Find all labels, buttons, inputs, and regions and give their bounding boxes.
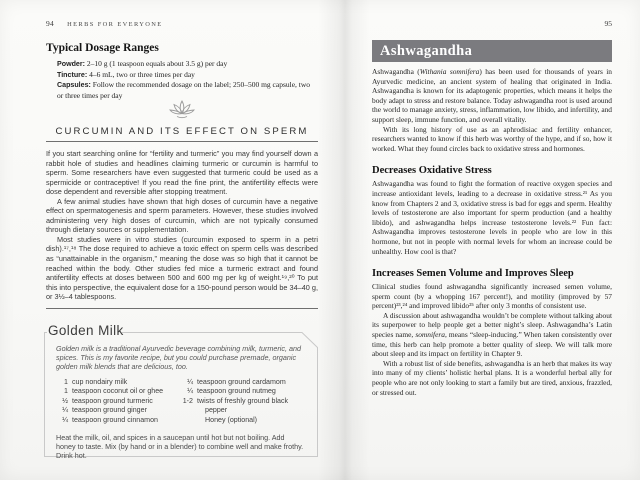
ingredient-name: twists of freshly ground black pepper [197, 396, 289, 415]
dosage-item-capsules [57, 80, 313, 100]
recipe-instructions: Heat the milk, oil, and spices in a saucepan until hot but not boiling. Add honey to taste. Mix (by hand or in a blender) to combine well and make frothy. Drink hot. [56, 432, 304, 460]
chapter-title-banner [372, 40, 612, 62]
ingredient-row [56, 387, 181, 397]
ingredient-row [181, 378, 306, 388]
dosage-item-powder [57, 59, 313, 70]
intro-paragraph: With its long history of use as an aphrodisiac and fertility enhancer, researchers wanted to know if this herb was worthy of the hype, and if so, how it worked. What they found circles back to oxidative stress and hormones. [372, 124, 612, 153]
dosage-text: 2–10 g (1 teaspoon equals about 3.5 g) per day [84, 59, 228, 68]
intro-text: ) has been used for thousands of years in Ayurvedic medicine, an ancient system of healing that originated in India. Ashwagandha is known for its adaptogenic properties, which means it helps the body adapt to stress and restore balance. Today ashwagandha root is used around the world to manage anxiety, stress, inflammation, low libido, and infertility, and support sleep, immune function, and overall vitality. [372, 67, 612, 124]
section-paragraph: With a robust list of side benefits, ashwagandha is an herb that makes its way into many of my clients’ holistic herbal plans. It is a wonderful herbal ally for people who are not only looking to start a family but are tired, anxious, frazzled, or stressed out. [372, 358, 612, 397]
chapter-body [372, 67, 612, 397]
section-paragraph: Clinical studies found ashwagandha significantly increased semen volume, sperm count (by a whopping 167 percent!), and motility (improved by 57 percent)²³,²⁴ and improved libido²⁵ after only 3 months of consistent use. [372, 282, 612, 311]
page-number-right: 95 [604, 19, 612, 28]
ingredient-name: teaspoon ground ginger [72, 406, 147, 415]
sidebar-paragraph: A few animal studies have shown that high doses of curcumin have a negative effect on spermatogenesis and sperm parameters. However, these studies involved administering very high doses of curcumin, which are not typically consumed through dietary sources or supplementation. [46, 196, 318, 235]
sidebar-bottom-rule [46, 308, 318, 309]
latin-name: Withania somnifera [419, 67, 480, 76]
ingredient-row [181, 387, 306, 397]
ingredient-qty: ¼ [187, 377, 193, 386]
sidebar-paragraph: If you start searching online for “fertility and turmeric” you may find yourself down a rabbit hole of studies and headlines claiming turmeric or curcumin is harmful to sperm. Some researchers have even suggested that turmeric could be used as a spermicide or contraceptive! If you read the fine print, the antifertility effects were dose dependent and reversible after stopping treatment. [46, 149, 318, 197]
ingredient-qty: ¼ [187, 387, 193, 396]
ingredient-qty: ¼ [62, 415, 68, 424]
ingredient-row [56, 416, 181, 426]
dosage-label: Powder: [57, 60, 85, 68]
ingredient-column-left [56, 378, 181, 426]
section-heading-oxidative-stress: Decreases Oxidative Stress [372, 165, 492, 177]
ingredient-name: teaspoon ground nutmeg [197, 387, 276, 396]
dosage-label: Capsules: [57, 81, 91, 90]
ingredient-qty [181, 416, 197, 426]
recipe-title: Golden Milk [48, 323, 124, 338]
dosage-label: Tincture: [57, 70, 88, 79]
ingredient-row [56, 397, 181, 407]
golden-milk-recipe [44, 323, 318, 468]
latin-name: somnifera [415, 330, 445, 340]
chapter-title: Ashwagandha [380, 42, 473, 59]
section-paragraph: Ashwagandha was found to fight the formation of reactive oxygen species and increase antioxidant levels, leading to a decrease in oxidative stress.²¹ As you know from Chapters 2 and 3, oxidative stress is bad for eggs and sperm. Healthy levels of testosterone are also important for sperm production (and a healthy libido), and ashwagandha helps increase testosterone levels.²² Fun fact: Ashwagandha improves testosterone levels in people who are low in this hormone, but not in people with normal levels for whom an increase could be unhealthy. How cool is that? [372, 179, 612, 256]
ingredient-name: Honey (optional) [205, 415, 258, 424]
sidebar-paragraph: Most studies were in vitro studies (curcumin exposed to sperm in a petri dish).¹⁷,¹⁸ The dose required to achieve a toxic effect on sperm cells was described as “unattainable in the organism,” meaning the dose was so high that it cannot be reached within the body. Other studies fed mice a turmeric extract and found antifertility effects at doses between 500 and 600 mg per kg of weight.¹⁹,²⁰ To put this into perspective, the equivalent dose for a 150-pound person would be 34–40 g, or 3½–4 tablespoons. [46, 234, 318, 302]
ingredient-qty: 1-2 [182, 396, 193, 405]
ingredient-name: teaspoon ground turmeric [72, 396, 153, 405]
ingredient-row [181, 397, 306, 416]
lotus-icon [169, 100, 195, 122]
section-paragraph [372, 311, 612, 359]
section-heading-semen-sleep: Increases Semen Volume and Improves Sleep [372, 268, 574, 280]
sidebar-title: CURCUMIN AND ITS EFFECT ON SPERM [55, 126, 309, 137]
curcumin-sidebar [46, 100, 318, 309]
section-text: A discussion about ashwagandha wouldn’t be complete without talking about its superpower to help people get a better night’s sleep. Ashwagandha’s Latin species name, [372, 310, 612, 340]
sidebar-top-rule [46, 141, 318, 142]
ingredient-qty: ¼ [62, 406, 68, 415]
running-head [46, 19, 163, 28]
ingredient-column-right [181, 378, 306, 426]
ingredient-qty: 1 [64, 377, 68, 386]
recipe-intro: Golden milk is a traditional Ayurvedic beverage combining milk, turmeric, and spices. This is my favorite recipe, but you could purchase premade, organic golden milk blends that are delicious, too. [56, 344, 301, 372]
dosage-list [57, 59, 313, 100]
ingredient-qty: ½ [62, 396, 68, 405]
ingredient-row [181, 416, 306, 426]
intro-paragraph [372, 67, 612, 125]
page-spine [318, 0, 370, 480]
dosage-item-tincture [57, 70, 313, 81]
ingredient-name: teaspoon ground cinnamon [72, 415, 158, 424]
intro-text: Ashwagandha ( [372, 67, 420, 76]
dosage-text: 4–6 mL, two or three times per day [87, 69, 195, 79]
dosage-section-title: Typical Dosage Ranges [46, 42, 159, 54]
running-head-title: HERBS FOR EVERYONE [67, 21, 163, 28]
ingredient-row [56, 406, 181, 416]
ingredient-row [56, 378, 181, 388]
ingredient-name: cup nondairy milk [72, 377, 128, 386]
ingredient-name: teaspoon ground cardamom [197, 377, 286, 386]
page-number-left: 94 [46, 19, 55, 28]
recipe-content [44, 332, 318, 468]
ingredient-name: teaspoon coconut oil or ghee [72, 387, 164, 396]
ingredient-columns [56, 378, 306, 426]
dosage-text: Follow the recommended dosage on the label; 250–500 mg capsule, two or three times per day [57, 80, 311, 100]
section-text: , means “sleep-inducing.” When taken consistently over time, this herb can help promote a better quality of sleep. We will talk more about sleep and its impact on fertility in Chapter 9. [372, 330, 612, 359]
ingredient-qty: 1 [64, 387, 68, 396]
